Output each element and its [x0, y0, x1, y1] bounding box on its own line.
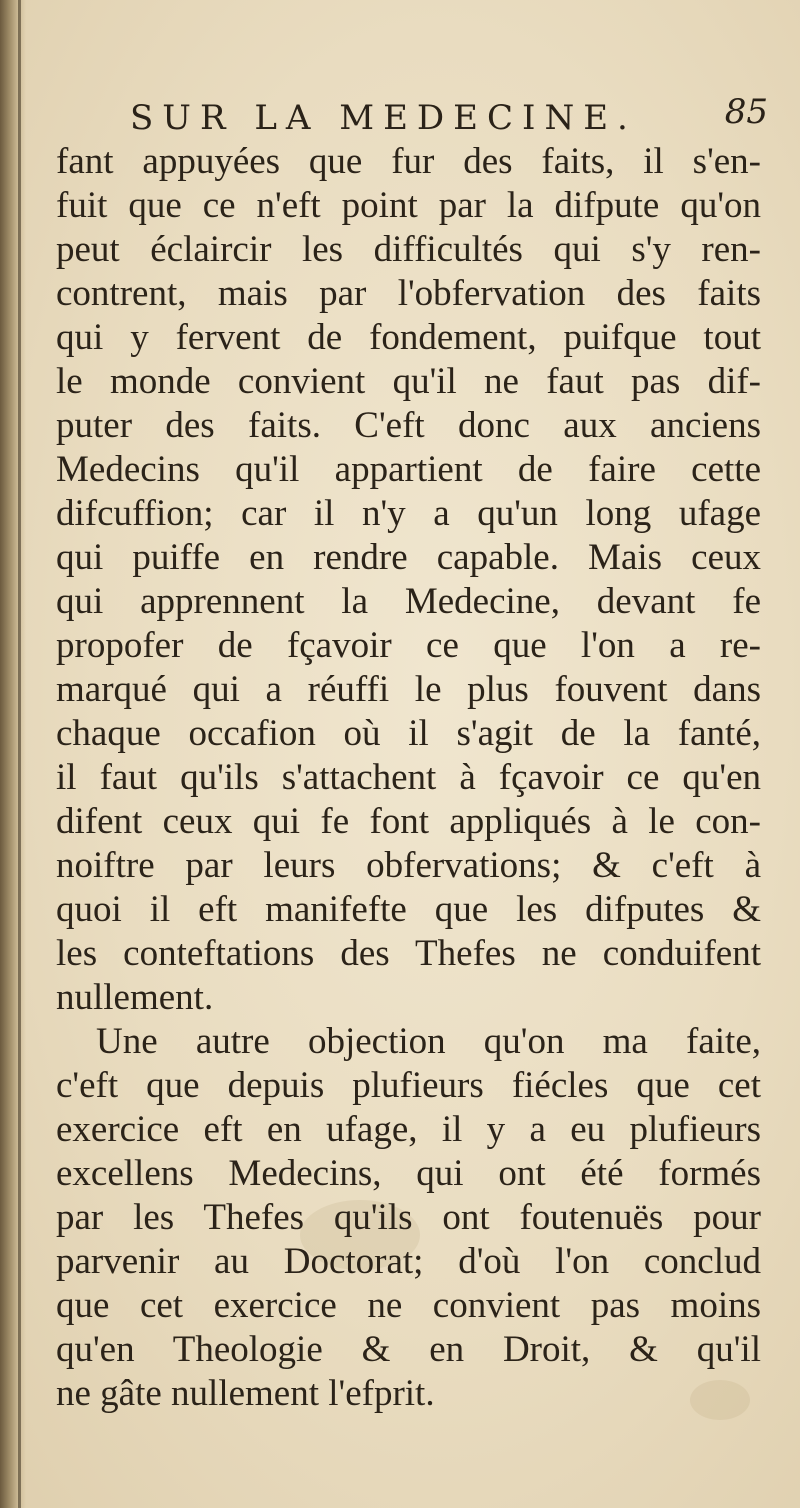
running-head: SUR LA MEDECINE.	[130, 98, 637, 138]
text-line: fant appuyées que fur des faits, il s'en-	[56, 141, 761, 182]
text-line: marqué qui a réuffi le plus fouvent dans	[56, 669, 761, 710]
text-line: Une autre objection qu'on ma faite,	[96, 1021, 761, 1062]
book-spine-shadow	[0, 0, 26, 1508]
text-line: qui puiffe en rendre capable. Mais ceux	[56, 537, 761, 578]
body-text	[56, 140, 761, 1416]
text-line: excellens Medecins, qui ont été formés	[56, 1153, 761, 1194]
text-line: il faut qu'ils s'attachent à fçavoir ce qu'en	[56, 757, 761, 798]
binding-edge	[18, 0, 21, 1508]
text-line: exercice eft en ufage, il y a eu plufieurs	[56, 1109, 761, 1150]
text-line: fuit que ce n'eft point par la difpute qu'on	[56, 185, 761, 226]
text-line: noiftre par leurs obfervations; & c'eft à	[56, 845, 761, 886]
text-line: puter des faits. C'eft donc aux anciens	[56, 405, 761, 446]
text-line: difent ceux qui fe font appliqués à le con-	[56, 801, 761, 842]
text-line: qu'en Theologie & en Droit, & qu'il	[56, 1329, 761, 1370]
text-line: par les Thefes qu'ils ont foutenuës pour	[56, 1197, 761, 1238]
text-line: peut éclaircir les difficultés qui s'y ren-	[56, 229, 761, 270]
text-line: parvenir au Doctorat; d'où l'on conclud	[56, 1241, 761, 1282]
text-line: le monde convient qu'il ne faut pas dif-	[56, 361, 761, 402]
text-line: quoi il eft manifefte que les difputes &	[56, 889, 761, 930]
page-header	[130, 92, 770, 142]
text-line: ne gâte nullement l'efprit.	[56, 1373, 435, 1414]
text-line: difcuffion; car il n'y a qu'un long ufage	[56, 493, 761, 534]
text-line: Medecins qu'il appartient de faire cette	[56, 449, 761, 490]
text-line: que cet exercice ne convient pas moins	[56, 1285, 761, 1326]
text-line: les conteftations des Thefes ne conduifent	[56, 933, 761, 974]
text-line: qui y fervent de fondement, puifque tout	[56, 317, 761, 358]
text-line: chaque occafion où il s'agit de la fanté,	[56, 713, 761, 754]
text-line: nullement.	[56, 977, 214, 1018]
text-line: contrent, mais par l'obfervation des faits	[56, 273, 761, 314]
text-line: propofer de fçavoir ce que l'on a re-	[56, 625, 761, 666]
page-number: 85	[724, 92, 768, 132]
text-line: c'eft que depuis plufieurs fiécles que cet	[56, 1065, 761, 1106]
text-line: qui apprennent la Medecine, devant fe	[56, 581, 761, 622]
